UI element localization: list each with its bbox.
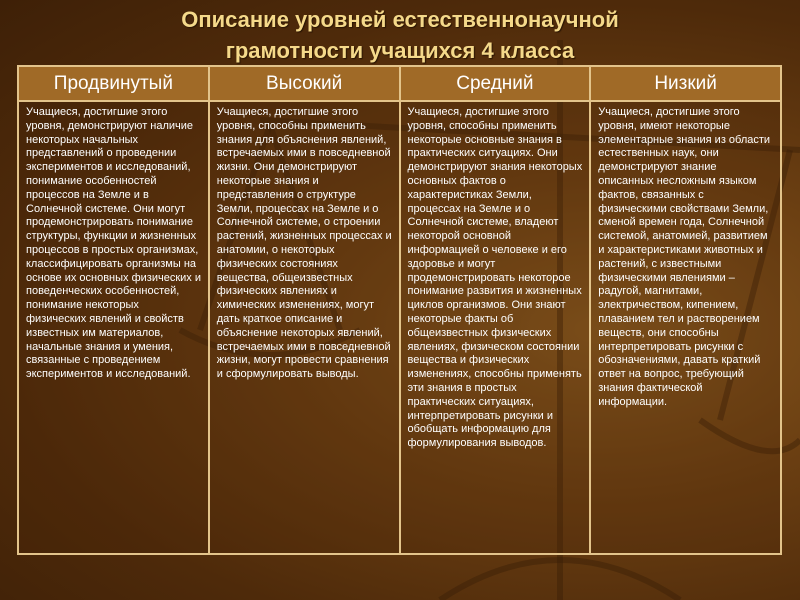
table-header-row [18,66,781,101]
cell-intermediate: Учащиеся, достигшие этого уровня, способны применить некоторые основные знания в практических ситуациях. Они демонстрируют знания некоторых основных фактов о характеристиках Земли, процессах на Земле и о Солнечной системе, владеют некоторой основной информацией о человеке и его здоровье и могут продемонстрировать некоторое понимание развития и жизненных циклов организмов. Они знают некоторые факты об общеизвестных физических явлениях, физическом состоянии вещества и физических изменениях, способны применять эти знания в простых практических ситуациях, интерпретировать рисунки и обобщать информацию для формулирования выводов. [400,101,591,554]
cell-advanced: Учащиеся, достигшие этого уровня, демонстрируют наличие некоторых начальных представлений о проведении экспериментов и исследований, понимание особенностей процессов на Земле и в Солнечной системе. Они могут продемонстрировать понимание структуры, функции и жизненных процессов в простых организмах, классифицировать организмы на основе их основных физических и поведенческих особенностей, понимание некоторых физических явлений и свойств известных им материалов, начальные знания и умения, связанные с проведением экспериментов и исследований. [18,101,209,554]
levels-table [17,65,782,555]
page-title [0,4,800,66]
cell-low: Учащиеся, достигшие этого уровня, имеют некоторые элементарные знания из области естественных наук, они демонстрируют знание описанных несложным языком фактов, связанных с физическими свойствами Земли, сменой времен года, Солнечной системой, анатомией, развитием и характеристиками животных и растений, с известными физическими явлениями – радугой, магнитами, электричеством, кипением, плаванием тел и растворением веществ, они способны интерпретировать рисунки с обозначениями, давать краткий ответ на вопрос, требующий знания фактической информации. [590,101,781,554]
header-advanced: Продвинутый [18,66,209,101]
table-row [18,101,781,554]
title-line-1: Описание уровней естественнонаучной [181,7,619,32]
title-line-2: грамотности учащихся 4 класса [225,38,575,63]
header-low: Низкий [590,66,781,101]
header-intermediate: Средний [400,66,591,101]
cell-high: Учащиеся, достигшие этого уровня, способны применить знания для объяснения явлений, встречаемых ими в повседневной жизни. Они демонстрируют некоторые знания и представления о структуре Земли, процессах на Земле и о Солнечной системе, о строении растений, жизненных процессах и анатомии, о некоторых физических состояниях вещества, общеизвестных физических явлениях и химических изменениях, могут дать краткое описание и объяснение некоторых явлений, встречаемых ими в повседневной жизни, могут провести сравнения и сформулировать выводы. [209,101,400,554]
header-high: Высокий [209,66,400,101]
